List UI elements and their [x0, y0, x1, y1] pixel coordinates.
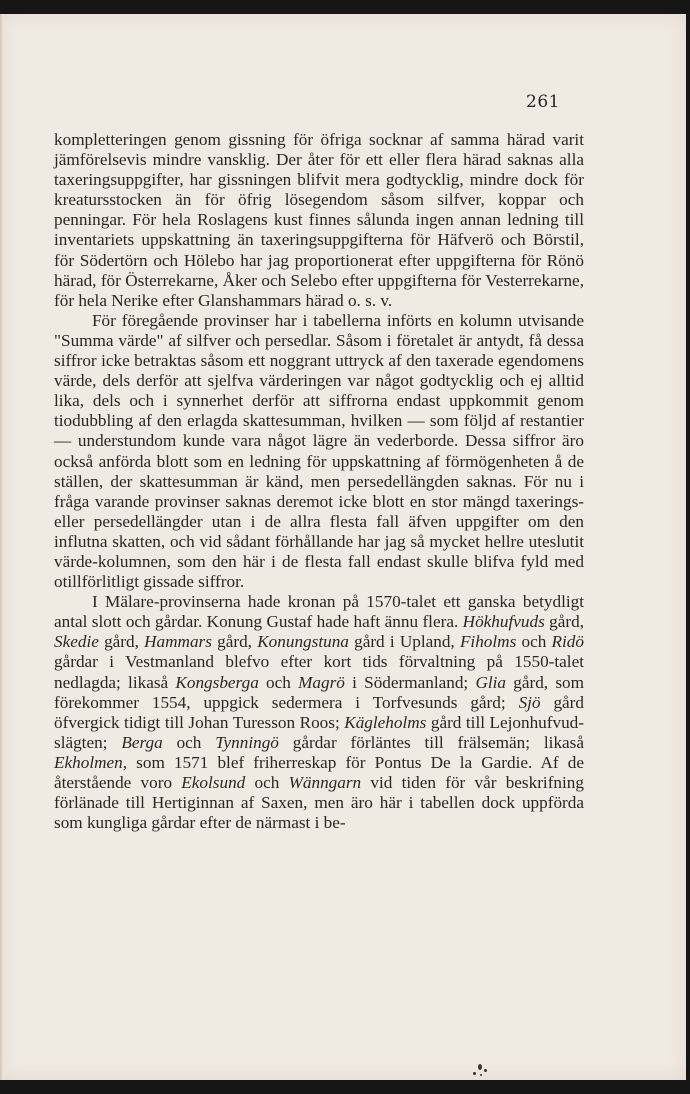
text-run: och	[258, 672, 299, 692]
text-run: gård,	[544, 612, 585, 632]
italic-place-name: Tynningö	[215, 732, 279, 752]
text-run: gård,	[98, 632, 145, 652]
italic-place-name: Ekolsund	[181, 773, 246, 792]
italic-place-name: Hökhufvuds	[462, 612, 545, 632]
text-run: och	[162, 732, 216, 752]
page-edge-shadow	[0, 14, 4, 1080]
italic-place-name: Sjö	[518, 692, 541, 712]
book-page	[0, 14, 686, 1080]
text-run: i Södermanland;	[344, 672, 476, 692]
italic-place-name: Glia	[475, 672, 507, 692]
italic-place-name: Konungstuna	[257, 632, 349, 652]
text-run: gård, som förekommer 1554, uppgick sedermera i Torfvesunds gård;	[54, 672, 584, 712]
italic-place-name: Magrö	[298, 672, 345, 692]
paragraph-1: kompletteringen genom gissning för öfriga socknar af samma härad varit jämförelsevis mindre vansklig. Der åter för ett eller flera härad saknas alla taxeringsuppgifter, har gissningen blifvit mera godtycklig, mindre dock för kreatursstocken än för öfrig lösegendom såsom silfver, koppar och penningar. För hela Roslagens kust finnes sålunda ingen annan ledning till inventariets uppskattning än taxeringsuppgifterna för Häfverö och Börstil, för Södertörn och Hölebo har jag proportionerat efter uppgifterna för Rönö härad, för Österrekarne, Åker och Selebo efter uppgifterna för Vesterrekarne, för hela Nerike efter Glanshammars härad o. s. v.	[54, 130, 584, 310]
print-speck-mark	[456, 1060, 496, 1080]
text-run: gård,	[211, 632, 258, 652]
italic-place-name: Ridö	[551, 632, 584, 652]
paragraph-3	[54, 592, 584, 833]
text-run: gård öfvergick tidigt till Johan Turesson Roos;	[54, 692, 584, 732]
italic-place-name: Kongsberga	[175, 672, 259, 692]
italic-place-name: Kägleholms	[344, 712, 427, 732]
italic-place-name: Skedie	[54, 632, 99, 652]
italic-place-name: Berga	[121, 732, 163, 752]
text-run: I Mälare-provinserna hade kronan på 1570-talet ett ganska betydligt antal slott och gårdar. Konung Gustaf hade haft ännu flera.	[54, 592, 584, 632]
text-run: som 1571 blef friherreskap för Pontus De la Gardie. Af de återstående voro	[54, 752, 584, 792]
paragraph-2: För föregående provinser har i tabellerna införts en kolumn utvisande "Summa värde" af silfver och persedlar. Såsom i företalet är antydt, få dessa siffror icke betraktas såsom ett noggrant uttryck af den taxerade egendomens värde, dels derför att sjelfva värderingen var något godtycklig och ej alltid lika, dels och i synnerhet derför att siffrorna endast uppkommit genom tiodubbling af den erlagda skattesumman, hvilken — som följd af restantier — understundom kunde vara något lägre än vederborde. Dessa siffror äro också anförda blott som en ledning för uppskattning af förmögenheten å de ställen, der skattesumman är känd, men persedellängden saknas. För nu i fråga varande provinser saknas deremot icke blott en stor mängd taxerings- eller persedellängder utan i de allra flesta fall äfven uppgifter om den influtna skatten, och vid sådant förhållande har jag så mycket hellre uteslutit värde-kolumnen, som den här i de flesta fall endast skulle blifva fyld med otillförlitligt gissade siffror.	[54, 310, 584, 592]
text-run: gårdar förläntes till frälsemän; likaså	[278, 732, 584, 752]
text-run: gårdar i Vestmanland blefvo efter kort tids förvaltning på 1550-talet nedlagda; likaså	[54, 652, 584, 692]
italic-place-name: Wänngarn	[288, 773, 362, 792]
text-run: vid tiden för vår beskrifning förlänade till Hertiginnan af Saxen, men äro här i tabellen dock uppförda som kungliga gårdar efter de närmast i be-	[54, 773, 584, 833]
page-number: 261	[526, 92, 560, 112]
text-run: gård till Lejonhufvud-slägten;	[54, 712, 584, 752]
body-text	[54, 130, 584, 833]
italic-place-name: Hammars	[144, 632, 212, 652]
italic-place-name: Ekholmen,	[54, 752, 128, 772]
text-run: gård i Upland,	[348, 632, 460, 652]
italic-place-name: Fiholms	[459, 632, 517, 652]
text-run: och	[245, 773, 289, 792]
text-run: och	[516, 632, 552, 652]
